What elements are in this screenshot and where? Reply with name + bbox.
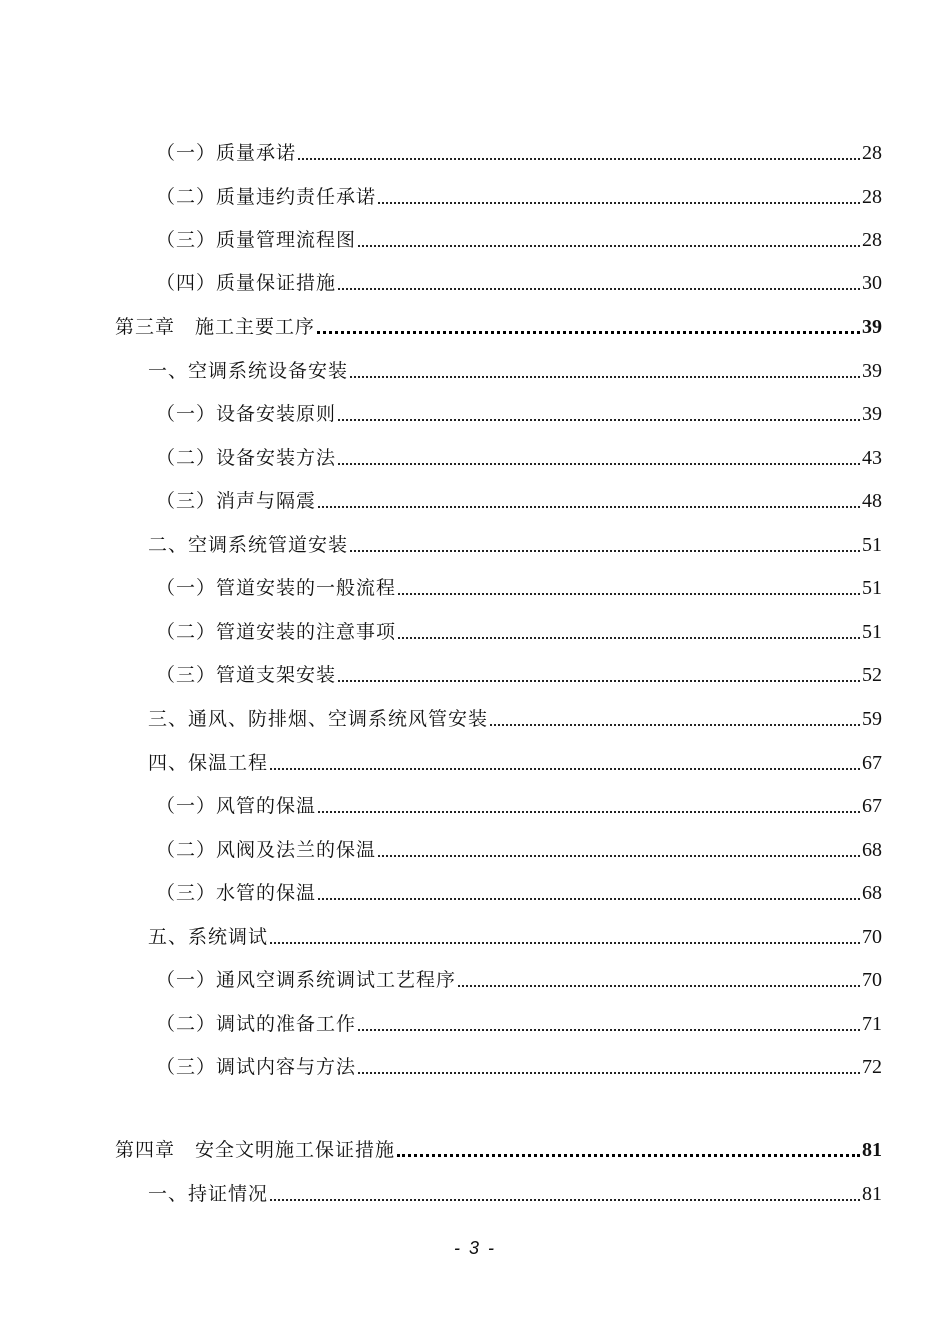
toc-entry-page: 39 (862, 316, 882, 338)
toc-entry-page: 48 (862, 490, 882, 512)
toc-entry[interactable] (0, 439, 882, 469)
toc-dot-leader (270, 768, 860, 770)
toc-entry-label: （三）质量管理流程图 (156, 229, 357, 251)
toc-dot-leader (318, 506, 860, 508)
toc-dot-leader (458, 985, 860, 987)
toc-entry-label: （三）消声与隔震 (156, 490, 317, 512)
toc-entry-label: 五、系统调试 (148, 926, 269, 948)
toc-entry[interactable] (0, 700, 882, 730)
toc-entry[interactable] (0, 352, 882, 382)
toc-entry-page: 81 (862, 1139, 882, 1161)
toc-entry-page: 30 (862, 272, 882, 294)
toc-entry[interactable] (0, 264, 882, 294)
toc-entry-label: （二）风阀及法兰的保温 (156, 839, 377, 861)
toc-dot-leader (270, 1199, 860, 1201)
toc-entry[interactable] (0, 482, 882, 512)
toc-entry[interactable] (0, 221, 882, 251)
toc-entry-page: 71 (862, 1013, 882, 1035)
toc-entry-label: （一）设备安装原则 (156, 403, 337, 425)
toc-entry-label: （四）质量保证措施 (156, 272, 337, 294)
toc-entry-page: 52 (862, 664, 882, 686)
toc-dot-leader (298, 158, 860, 160)
toc-entry-label: （三）调试内容与方法 (156, 1056, 357, 1078)
toc-entry[interactable] (0, 1048, 882, 1078)
toc-entry-label: 三、通风、防排烟、空调系统风管安装 (148, 708, 489, 730)
toc-entry-page: 68 (862, 839, 882, 861)
toc-entry[interactable] (0, 395, 882, 425)
toc-entry-page: 67 (862, 752, 882, 774)
toc-entry[interactable] (0, 134, 882, 164)
toc-dot-leader (350, 550, 860, 552)
toc-entry-label: 一、空调系统设备安装 (148, 360, 349, 382)
toc-entry-label: 第三章 施工主要工序 (115, 316, 316, 338)
page-number: - 3 - (453, 1238, 496, 1258)
toc-entry[interactable] (0, 874, 882, 904)
toc-entry-page: 28 (862, 142, 882, 164)
toc-dot-leader (398, 593, 860, 595)
toc-entry[interactable] (0, 656, 882, 686)
toc-dot-leader (398, 637, 860, 639)
toc-entry[interactable] (0, 787, 882, 817)
toc-entry-page: 72 (862, 1056, 882, 1078)
toc-entry-label: （一）通风空调系统调试工艺程序 (156, 969, 457, 991)
toc-entry-page: 28 (862, 186, 882, 208)
toc-entry-label: （一）质量承诺 (156, 142, 297, 164)
toc-dot-leader (338, 419, 860, 421)
toc-entry-page: 28 (862, 229, 882, 251)
toc-entry-page: 68 (862, 882, 882, 904)
toc-entry[interactable] (0, 831, 882, 861)
toc-dot-leader (270, 942, 860, 944)
toc-dot-leader (338, 680, 860, 682)
toc-dot-leader (490, 724, 860, 726)
toc-entry[interactable] (0, 961, 882, 991)
toc-entry-label: （一）风管的保温 (156, 795, 317, 817)
toc-entry[interactable] (0, 569, 882, 599)
toc-entry-page: 70 (862, 969, 882, 991)
toc-entry[interactable] (0, 1175, 882, 1205)
toc-entry[interactable] (0, 918, 882, 948)
toc-entry-label: （二）设备安装方法 (156, 447, 337, 469)
toc-chapter-entry[interactable] (0, 308, 882, 338)
toc-entry-page: 51 (862, 534, 882, 556)
toc-dot-leader (318, 811, 860, 813)
toc-dot-leader (378, 855, 860, 857)
toc-entry-page: 51 (862, 621, 882, 643)
toc-entry-page: 67 (862, 795, 882, 817)
toc-dot-leader (358, 1029, 860, 1031)
toc-entry[interactable] (0, 613, 882, 643)
toc-dot-leader (338, 463, 860, 465)
toc-entry-label: 四、保温工程 (148, 752, 269, 774)
toc-dot-leader (358, 1072, 860, 1074)
toc-entry-page: 39 (862, 360, 882, 382)
toc-entry-label: （三）管道支架安装 (156, 664, 337, 686)
toc-entry-page: 51 (862, 577, 882, 599)
toc-entry-page: 59 (862, 708, 882, 730)
toc-chapter-entry[interactable] (0, 1131, 882, 1161)
toc-entry[interactable] (0, 1005, 882, 1035)
toc-entry-page: 43 (862, 447, 882, 469)
toc-entry-page: 70 (862, 926, 882, 948)
toc-entry[interactable] (0, 178, 882, 208)
toc-entry[interactable] (0, 526, 882, 556)
toc-entry-label: 第四章 安全文明施工保证措施 (115, 1139, 396, 1161)
toc-entry-label: 一、持证情况 (148, 1183, 269, 1205)
toc-dot-leader (358, 245, 860, 247)
toc-entry-label: （一）管道安装的一般流程 (156, 577, 397, 599)
toc-dot-leader (338, 288, 860, 290)
toc-dot-leader (378, 202, 860, 204)
toc-dot-leader (350, 376, 860, 378)
toc-entry-label: 二、空调系统管道安装 (148, 534, 349, 556)
toc-entry-label: （二）管道安装的注意事项 (156, 621, 397, 643)
toc-entry-page: 81 (862, 1183, 882, 1205)
toc-entry-page: 39 (862, 403, 882, 425)
toc-dot-leader (397, 1154, 860, 1157)
toc-entry[interactable] (0, 744, 882, 774)
toc-dot-leader (318, 898, 860, 900)
toc-entry-label: （三）水管的保温 (156, 882, 317, 904)
toc-dot-leader (317, 331, 860, 334)
toc-entry-label: （二）质量违约责任承诺 (156, 186, 377, 208)
toc-entry-label: （二）调试的准备工作 (156, 1013, 357, 1035)
